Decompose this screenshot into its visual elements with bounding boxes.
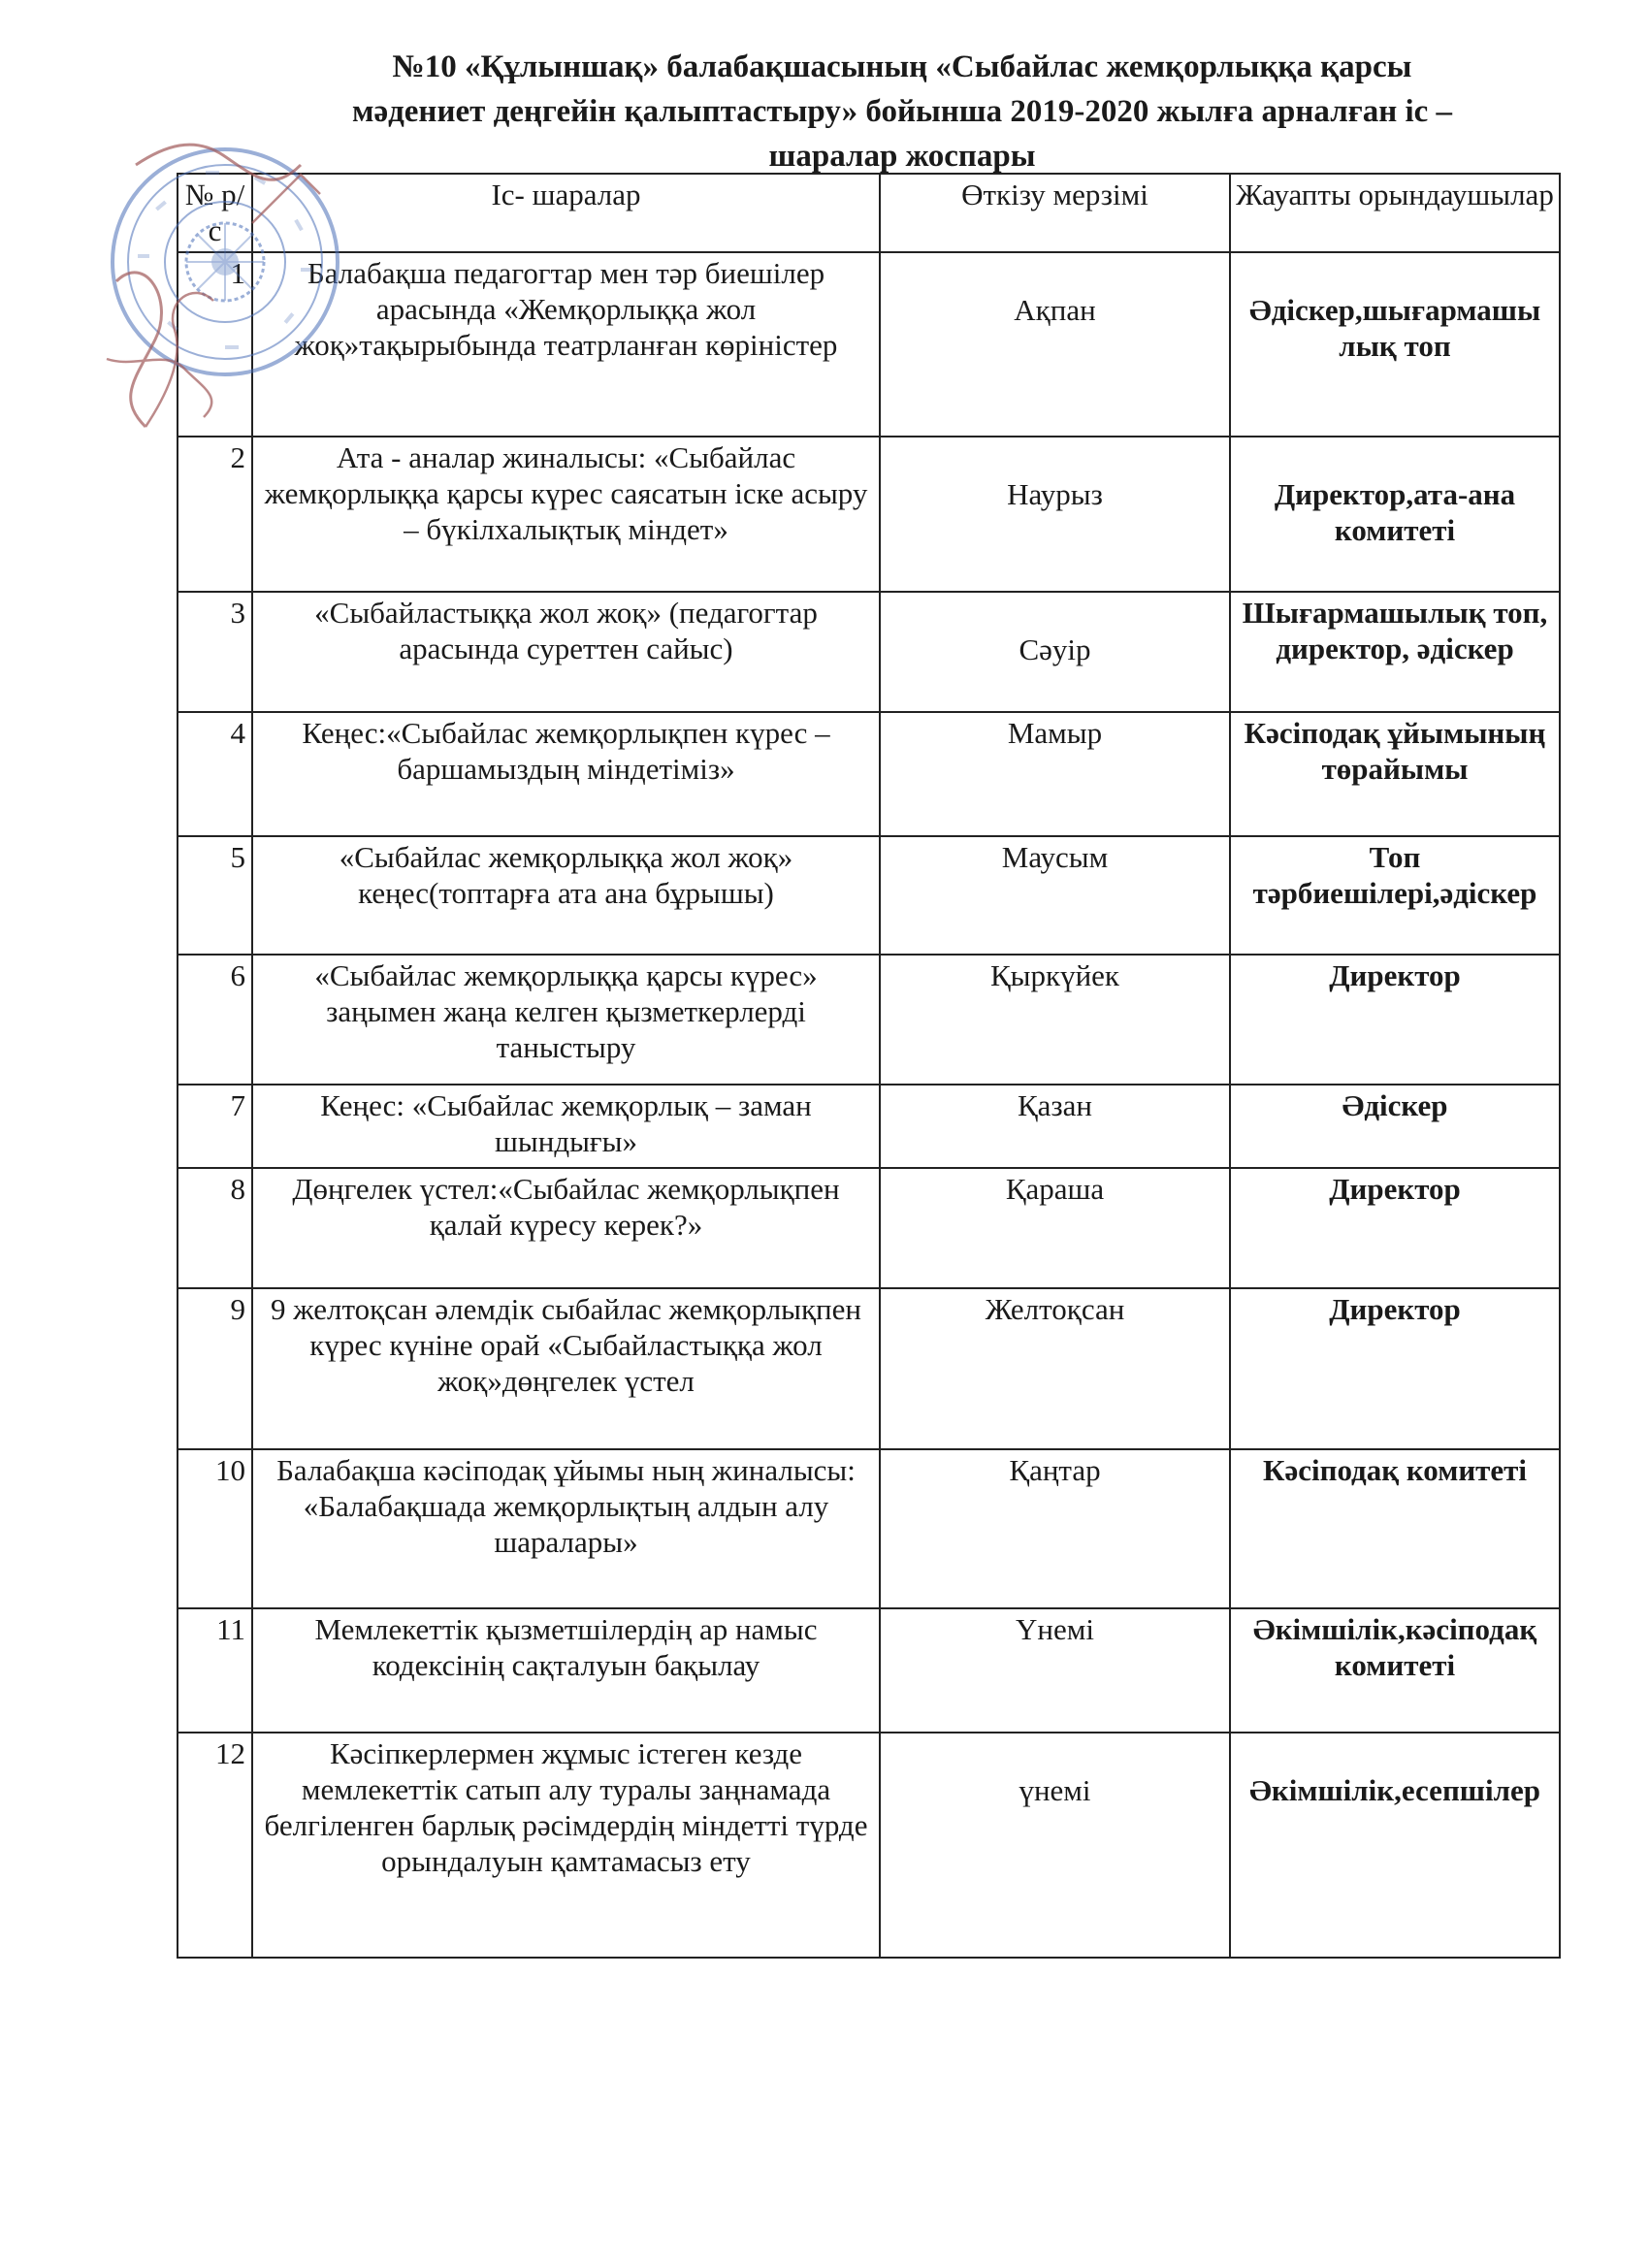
table-row	[178, 955, 1560, 1085]
table-row	[178, 1449, 1560, 1608]
title-line-2: мәдениет деңгейін қалыптастыру» бойынша 2019-2020 жылға арналған іс –	[351, 94, 1453, 129]
row-activity: Балабақша педагогтар мен тәр биешілер арасында «Жемқорлыққа жол жоқ»тақырыбында театрланған көріністер	[252, 252, 880, 437]
table-row	[178, 592, 1560, 712]
table-row	[178, 1733, 1560, 1958]
activity-plan-table	[177, 173, 1561, 1959]
header-number: № р/с	[178, 174, 252, 252]
row-responsible: Шығармашылық топ, директор, әдіскер	[1230, 592, 1560, 712]
row-activity: Балабақша кәсіподақ ұйымы ның жиналысы: «Балабақшада жемқорлықтың алдын алу шаралары»	[252, 1449, 880, 1608]
table-row	[178, 1168, 1560, 1288]
row-responsible: Кәсіподақ ұйымының төрайымы	[1230, 712, 1560, 836]
row-responsible: Топ тәрбиешілері,әдіскер	[1230, 836, 1560, 955]
row-responsible: Әкімшілік,есепшілер	[1230, 1733, 1560, 1958]
document-title	[223, 45, 1581, 178]
row-term: үнемі	[880, 1733, 1230, 1958]
row-activity: «Сыбайластыққа жол жоқ» (педагогтар арасында суреттен сайыс)	[252, 592, 880, 712]
row-responsible: Әкімшілік,кәсіподақ комитеті	[1230, 1608, 1560, 1733]
header-activity: Іс- шаралар	[252, 174, 880, 252]
row-responsible: Әдіскер	[1230, 1085, 1560, 1168]
row-number: 9	[178, 1288, 252, 1449]
row-activity: Мемлекеттік қызметшілердің ар намыс кодексінің сақталуын бақылау	[252, 1608, 880, 1733]
row-term: Сәуір	[880, 592, 1230, 712]
title-line-1: №10 «Құлыншақ» балабақшасының «Сыбайлас жемқорлыққа қарсы	[392, 49, 1412, 84]
row-responsible: Директор	[1230, 1288, 1560, 1449]
row-term: Ақпан	[880, 252, 1230, 437]
row-activity: Кеңес: «Сыбайлас жемқорлық – заман шындығы»	[252, 1085, 880, 1168]
row-number: 2	[178, 437, 252, 592]
row-number: 11	[178, 1608, 252, 1733]
row-activity: Ата - аналар жиналысы: «Сыбайлас жемқорлыққа қарсы күрес саясатын іске асыру – бүкілхалықтық міндет»	[252, 437, 880, 592]
row-responsible: Директор,ата-ана комитеті	[1230, 437, 1560, 592]
row-number: 4	[178, 712, 252, 836]
row-term: Желтоқсан	[880, 1288, 1230, 1449]
row-activity: «Сыбайлас жемқорлыққа қарсы күрес» заңымен жаңа келген қызметкерлерді таныстыру	[252, 955, 880, 1085]
row-activity: Кеңес:«Сыбайлас жемқорлықпен күрес – баршамыздың міндетіміз»	[252, 712, 880, 836]
row-term: Үнемі	[880, 1608, 1230, 1733]
row-term: Қыркүйек	[880, 955, 1230, 1085]
row-number: 12	[178, 1733, 252, 1958]
table-row	[178, 1085, 1560, 1168]
row-term: Қаңтар	[880, 1449, 1230, 1608]
row-term: Маусым	[880, 836, 1230, 955]
row-term: Қазан	[880, 1085, 1230, 1168]
table-row	[178, 836, 1560, 955]
row-activity: «Сыбайлас жемқорлыққа жол жоқ» кеңес(топтарға ата ана бұрышы)	[252, 836, 880, 955]
table-row	[178, 437, 1560, 592]
row-term: Наурыз	[880, 437, 1230, 592]
row-activity: 9 желтоқсан әлемдік сыбайлас жемқорлықпен күрес күніне орай «Сыбайластыққа жол жоқ»дөңгелек үстел	[252, 1288, 880, 1449]
row-number: 3	[178, 592, 252, 712]
title-line-3: шаралар жоспары	[768, 139, 1036, 174]
table-row	[178, 252, 1560, 437]
row-number: 6	[178, 955, 252, 1085]
row-number: 10	[178, 1449, 252, 1608]
table-row	[178, 1608, 1560, 1733]
row-term: Мамыр	[880, 712, 1230, 836]
row-responsible: Директор	[1230, 1168, 1560, 1288]
row-number: 8	[178, 1168, 252, 1288]
header-responsible: Жауапты орындаушылар	[1230, 174, 1560, 252]
table-row	[178, 1288, 1560, 1449]
row-term: Қараша	[880, 1168, 1230, 1288]
table-header-row	[178, 174, 1560, 252]
row-responsible: Әдіскер,шығармашы лық топ	[1230, 252, 1560, 437]
row-responsible: Кәсіподақ комитеті	[1230, 1449, 1560, 1608]
row-activity: Кәсіпкерлермен жұмыс істеген кезде мемлекеттік сатып алу туралы заңнамада белгіленген барлық рәсімдердің міндетті түрде орындалуын қамтамасыз ету	[252, 1733, 880, 1958]
row-activity: Дөңгелек үстел:«Сыбайлас жемқорлықпен қалай күресу керек?»	[252, 1168, 880, 1288]
row-number: 7	[178, 1085, 252, 1168]
row-number: 5	[178, 836, 252, 955]
row-number: 1	[178, 252, 252, 437]
header-term: Өткізу мерзімі	[880, 174, 1230, 252]
table-row	[178, 712, 1560, 836]
row-responsible: Директор	[1230, 955, 1560, 1085]
